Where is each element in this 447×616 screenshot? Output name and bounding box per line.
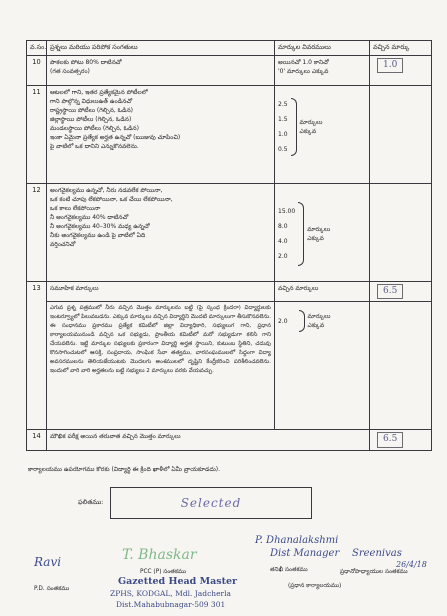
marks-bracket [278,310,366,332]
criteria-line: (గత సంవత్సరం) [50,67,90,75]
marks-table [26,40,432,451]
desc-line: అయినచో 1.0 కానిచో [278,58,329,66]
final-caption-sub: (ప్రధాన కార్యాలయము) [288,583,342,589]
table-row [27,281,432,302]
signature-date: 26/4/18 [396,560,427,569]
table-header-row [27,41,432,56]
header-criteria: ప్రశ్నలు మరియు పరిపోక సంగతులు [47,41,275,56]
mark-value: 2.5 [278,100,288,108]
awarded-cell [370,85,432,183]
stamp-school: ZPHS, KODGAL, Mdl. Jadcherla [110,589,232,598]
criteria-cell [47,55,275,85]
officer-signature-title: Dist Manager [270,548,340,559]
row-number: 13 [27,281,47,430]
result-label: ఫలితము: [78,498,104,506]
mark-value: 0.5 [278,145,288,153]
criteria-line: ఆటలలో గాని, ఇతర ప్రత్యేకమైన పోటీలలో [50,88,148,96]
result-box [110,487,312,519]
desc-line: మార్కులు [299,118,323,126]
handwritten-score: 6.5 [377,432,403,448]
criteria-line: నీకు అంగవైకల్యము ఉండి పై వాటిలో ఏది [50,231,146,239]
table-row [27,183,432,281]
desc-line: మార్కులు [307,225,331,233]
final-signature: Sreenivas [352,548,402,559]
table-row [27,302,432,430]
criteria-line: రాష్ట్రస్థాయి పోటీలు (గెల్చిన, ఓడిన) [50,106,134,114]
criteria-line: ఒక కాలు లేకపోయినా [50,204,101,212]
final-caption: ప్రధానోపాధ్యాయుల సంతకము [340,569,408,575]
officer-signature: P. Dhanalakshmi [255,535,339,546]
brace-icon [299,310,305,332]
marks-desc-cell [275,85,370,183]
brace-icon [298,202,304,266]
desc-line: ఎక్కువ [307,322,325,330]
awarded-cell [370,183,432,281]
criteria-cell [47,183,275,281]
mark-value: 15.00 [278,207,296,215]
pcc-signature: T. Bhaskar [122,547,197,563]
criteria-cell [47,85,275,183]
header-awarded: వచ్చిన మార్కు [370,41,432,56]
row-number: 12 [27,183,47,281]
criteria-cell [47,302,275,430]
row-number: 14 [27,430,47,451]
marks-desc-cell [275,55,370,85]
awarded-cell [370,55,432,85]
criteria-cell: మౌఖిక పరీక్ష అయిన తరువాత వచ్చిన మొత్తం మార్కులు [47,430,370,451]
criteria-paragraph: ఎగువ ప్రశ్న పత్రములో నీరు వచ్చిన మొత్తం మార్కులను బట్టి (పై స్కంధ క్రిందరా) విద్యార్థులకు ఇంటర్వ్యూలో పిలువబడను. ఎక్కువ మార్కులు వచ్చిన విద్యార్థిని మొదటి మార్కులుగా తీసుకొనవలెను. ఈ సంధానము ప్రకారము ప్రత్యేక కమిటీలో జిల్లా విద్యాధికారి, సభ్యులుగ గాని, ప్రధాన కార్యాలయమునుండి వచ్చిన ఒక సభ్యుడు, ప్రాంతీయ కమిటీలో మరో సభ్యుడుగా కలిసి గాని చేయవలెను. ఇట్టి మార్కుల సభ్యులకు ప్రకారంగా విద్యార్థి అర్హత స్థాయిని, కుటుంబ స్థితిని, చదువు కొనసాగించుటలో ఆసక్తి, సంప్రదాయ, సాంఘిక సేవా తత్వము, వారసంఘములలో సిద్ధంగా విద్యా అవసరములను తెలియజేయుటకు మొదలగు అంశములలో దృష్టిని కేంద్రీకరించి పరిశీలించవలెను. ఇందులో వారి వారి అర్హతలను బట్టి సభ్యులు 2 మార్కులు వరకు వేయవచ్చు. [50,305,271,375]
row-number: 11 [27,85,47,183]
office-use-note: కార్యాలయము ఉపయోగము కొరకు (విద్యార్థి ఈ క్రింది ఖాళీలో ఏమీ వ్రాయకూడదు). [28,466,221,473]
awarded-cell [370,430,432,451]
criteria-line: నీ అంగవైకల్యము 40–30% మధ్య ఉన్నచో [50,222,150,230]
criteria-line: ఇంకా ఏమైనా ప్రత్యేక అర్హత ఉన్నచో (ఋజువు చూపించి) [50,133,181,141]
handwritten-score: 1.0 [377,58,403,74]
marks-desc-cell [275,183,370,281]
awarded-cell [370,302,432,430]
criteria-line: మండలస్థాయి పోటీలు (గెల్చిన, ఓడిన) [50,124,139,132]
pd-caption: P.D. సంతకము [34,586,70,592]
officer-caption: తనిఖీ సంతకము [270,567,308,573]
criteria-line: వర్తించనిచో [50,240,76,248]
pcc-caption: PCC (P) సంతకము [140,569,186,575]
pd-signature: Ravi [34,555,62,569]
handwritten-score: 6.5 [377,284,403,300]
criteria-line: ఒక కంటి చూపు లేకపోయినా, ఒక చేయి లేకపోయినా, [50,195,173,203]
mark-value: 1.5 [278,115,288,123]
result-value: Selected [180,496,242,510]
desc-line: ఎక్కువ [299,127,317,135]
brace-icon [291,98,297,156]
mark-value: 4.0 [278,237,288,245]
mark-value: 2.0 [278,317,288,325]
marks-desc-cell [275,302,370,430]
header-marks-desc: మార్కుల వివరములు [275,41,370,56]
desc-line: మార్కులు [307,313,331,321]
table-row [27,430,432,451]
table-row [27,55,432,85]
criteria-line: పాకలకు పోటు 80% దాటినచో [50,58,122,66]
desc-line: '0' మార్కులు ఎక్కువ [278,67,329,75]
marks-bracket [278,202,366,266]
header-sno: వ.సం. [27,41,47,56]
stamp-district: Dist.Mahabubnagar-509 301 [116,600,226,609]
criteria-line: నీ అంగవైకల్యము 40% దాటినచో [50,213,129,221]
criteria-line: గాని పాల్గొన్న విధులుఉత్ ఉండినచో [50,97,133,105]
marks-subhead: వచ్చిన మార్కులు [275,281,370,302]
mark-value: 1.0 [278,130,288,138]
criteria-line: పై వాటిలో ఒక దానిని ఎన్నుకొనవలెను. [50,142,139,150]
desc-line: ఎక్కువ [307,234,324,242]
criteria-line: అంగవైకల్యము ఉన్నచో, నీరు నడవలేక పోయినా, [50,186,163,194]
row-number: 10 [27,55,47,85]
awarded-cell [370,281,432,302]
marks-bracket [278,98,366,156]
mark-value: 8.0 [278,222,288,230]
table-row [27,85,432,183]
mark-value: 2.0 [278,252,288,260]
criteria-title: సమూహిక మార్కులు [47,281,275,302]
stamp-title: Gazetted Head Master [118,576,238,587]
criteria-line: జిల్లాస్థాయి పోటీలు (గెల్చిన, ఓడిన) [50,115,132,123]
